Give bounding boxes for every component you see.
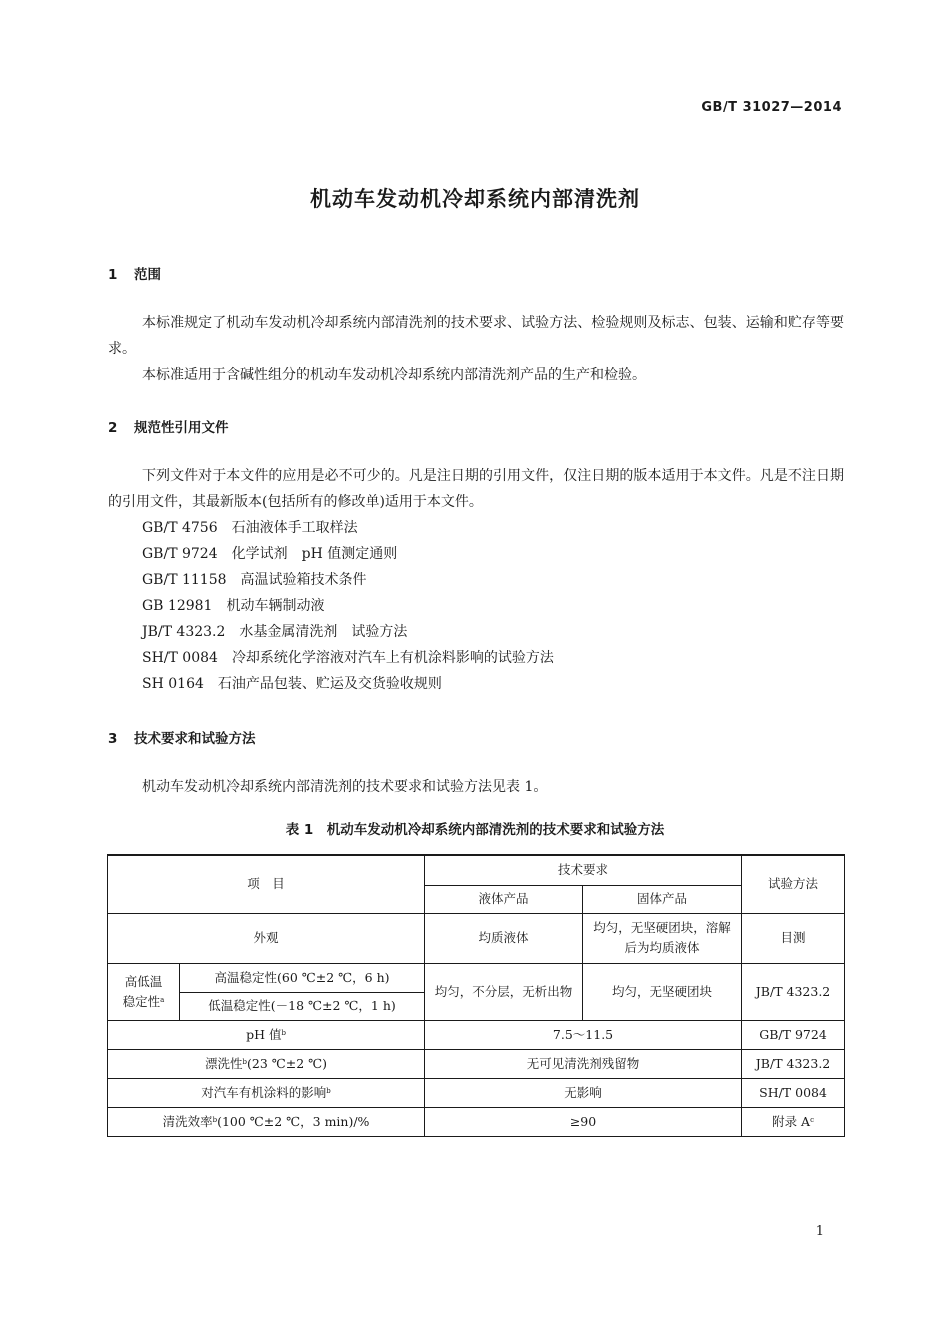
table-caption: 表 1 机动车发动机冷却系统内部清洗剂的技术要求和试验方法 — [285, 822, 665, 838]
reference-item — [142, 515, 358, 541]
section-number: 1 — [108, 267, 118, 283]
row-item: 对汽车有机涂料的影响$^b$ — [108, 1078, 425, 1107]
reference-code: SH/T 0084 — [142, 650, 218, 666]
reference-item — [142, 671, 442, 697]
standard-code: GB/T 31027—2014 — [701, 100, 842, 115]
table-row — [108, 1049, 845, 1078]
footnote-mark: b — [212, 1115, 218, 1124]
section-number: 2 — [108, 420, 118, 436]
section-title: 技术要求和试验方法 — [134, 731, 256, 747]
table-row — [108, 963, 845, 992]
reference-title: 石油产品包装、贮运及交货验收规则 — [217, 676, 442, 692]
row-value: 无可见清洗剂残留物 — [425, 1049, 742, 1078]
row-method: JB/T 4323.2 — [742, 1049, 845, 1078]
spec-table — [107, 854, 845, 1137]
header-item: 项 目 — [108, 855, 425, 913]
row-liquid: 均匀，不分层，无析出物 — [425, 963, 583, 1020]
table-row — [108, 1020, 845, 1049]
section-1-para-2: 本标准适用于含碱性组分的机动车发动机冷却系统内部清洗剂产品的生产和检验。 — [142, 367, 646, 383]
table-row — [108, 913, 845, 963]
reference-code: GB/T 4756 — [142, 520, 218, 536]
reference-title: 高温试验箱技术条件 — [240, 572, 367, 588]
header-method: 试验方法 — [742, 855, 845, 913]
section-3-heading — [108, 727, 256, 747]
row-value: 7.5～11.5 — [425, 1020, 742, 1049]
reference-item — [142, 593, 324, 619]
row-item: 高温稳定性(60 ℃±2 ℃，6 h) — [180, 963, 425, 992]
footnote-mark: c — [810, 1115, 814, 1124]
reference-item — [142, 541, 397, 567]
row-solid: 均匀，无坚硬团块 — [583, 963, 742, 1020]
row-method: JB/T 4323.2 — [742, 963, 845, 1020]
reference-title: 石油液体手工取样法 — [231, 520, 358, 536]
row-solid-line: 后为均质液体 — [624, 940, 700, 955]
row-item: 清洗效率$^b$(100 ℃±2 ℃，3 min)/% — [108, 1107, 425, 1136]
table-row — [108, 1107, 845, 1136]
group-label-line: 高低温 — [124, 973, 163, 989]
reference-title: 冷却系统化学溶液对汽车上有机涂料影响的试验方法 — [231, 650, 554, 666]
reference-item — [142, 619, 407, 645]
row-group-label — [108, 963, 180, 1020]
footnote-mark: b — [326, 1086, 331, 1095]
section-title: 规范性引用文件 — [134, 420, 229, 436]
section-number: 3 — [108, 731, 118, 747]
row-method: GB/T 9724 — [742, 1020, 845, 1049]
header-solid: 固体产品 — [583, 885, 742, 913]
section-title: 范围 — [134, 267, 161, 283]
row-method: 目测 — [742, 913, 845, 963]
row-solid-line: 均匀，无坚硬团块，溶解 — [593, 920, 731, 935]
row-item: 低温稳定性(－18 ℃±2 ℃，1 h) — [180, 992, 425, 1020]
table-header-row — [108, 855, 845, 885]
header-tech-req: 技术要求 — [425, 855, 742, 885]
row-value: 无影响 — [425, 1078, 742, 1107]
group-label-line: 稳定性$^a$ — [122, 993, 165, 1009]
row-item: 外观 — [108, 913, 425, 963]
reference-item — [142, 645, 554, 671]
row-item: pH 值$^b$ — [108, 1020, 425, 1049]
reference-item — [142, 567, 367, 593]
header-liquid: 液体产品 — [425, 885, 583, 913]
row-method: 附录 $A^c$ — [742, 1107, 845, 1136]
reference-code: GB/T 9724 — [142, 546, 218, 562]
row-liquid: 均质液体 — [425, 913, 583, 963]
footnote-mark: a — [160, 995, 165, 1004]
section-1-para-1: 本标准规定了机动车发动机冷却系统内部清洗剂的技术要求、试验方法、检验规则及标志、包装、运输和贮存等要求。 — [108, 315, 844, 357]
section-2-heading — [108, 416, 229, 436]
reference-title: 机动车辆制动液 — [226, 598, 325, 614]
footnote-mark: b — [242, 1057, 247, 1066]
row-solid — [583, 913, 742, 963]
reference-title: 水基金属清洗剂 试验方法 — [239, 624, 408, 640]
reference-code: GB/T 11158 — [142, 572, 227, 588]
row-method: SH/T 0084 — [742, 1078, 845, 1107]
section-2-para: 下列文件对于本文件的应用是必不可少的。凡是注日期的引用文件，仅注日期的版本适用于本文件。凡是不注日期的引用文件，其最新版本(包括所有的修改单)适用于本文件。 — [108, 468, 844, 510]
reference-code: GB 12981 — [142, 598, 213, 614]
row-value: ≥90 — [425, 1107, 742, 1136]
page-number: 1 — [815, 1224, 824, 1239]
row-item: 漂洗性$^b$(23 ℃±2 ℃) — [108, 1049, 425, 1078]
document-title: 机动车发动机冷却系统内部清洗剂 — [310, 187, 640, 211]
reference-code: JB/T 4323.2 — [142, 624, 226, 640]
reference-title: 化学试剂 pH 值测定通则 — [231, 546, 398, 562]
section-1-heading — [108, 263, 161, 283]
reference-code: SH 0164 — [142, 676, 204, 692]
table-row — [108, 1078, 845, 1107]
section-3-para: 机动车发动机冷却系统内部清洗剂的技术要求和试验方法见表 1。 — [142, 779, 548, 795]
footnote-mark: b — [281, 1028, 286, 1037]
